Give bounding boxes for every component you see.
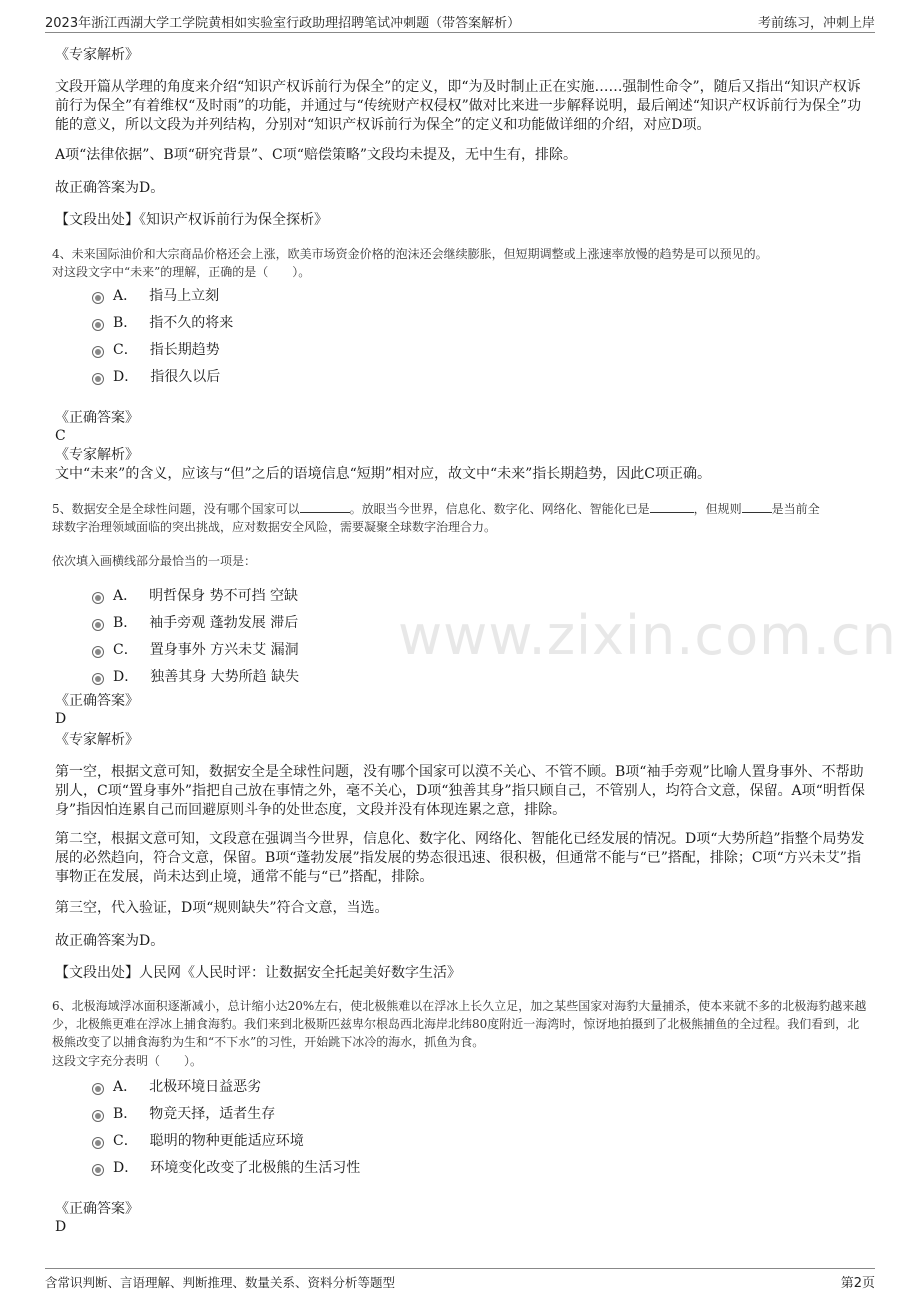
radio-icon[interactable] — [92, 619, 104, 631]
fill-blank — [742, 500, 772, 513]
option-label: A． — [113, 1079, 138, 1095]
option-label: A． — [113, 288, 138, 304]
page-header — [45, 8, 875, 33]
fill-blank — [650, 500, 694, 513]
correct-answer: D — [55, 1219, 67, 1235]
fill-blank — [300, 500, 350, 513]
header-slogan: 考前练习，冲刺上岸 — [757, 16, 875, 31]
option-text: 环境变化改变了北极熊的生活习性 — [150, 1160, 361, 1176]
analysis-paragraph: 文段开篇从学理的角度来介绍“知识产权诉前行为保全”的定义，即“为及时制止正在实施……强制性命令”，随后又指出“知识产权诉前行为保全”有着维权“及时雨”的功能，并通过与“传统财产权侵权”做对比来进一步解释说明，最后阐述“知识产权诉前行为保全”功能的意义，所以文段为并列结构，分别对“知识产权诉前行为保全”的定义和功能做详细的介绍，对应D项。 — [55, 79, 862, 133]
question-stem: 球数字治理领域面临的突出挑战，应对数据安全风险，需要凝聚全球数字治理合力。 — [52, 520, 497, 534]
option-label: D． — [113, 669, 139, 685]
radio-icon[interactable] — [92, 1083, 104, 1095]
correct-answer-label: 《正确答案》 — [55, 693, 139, 709]
radio-icon[interactable] — [92, 1110, 104, 1122]
correct-answer-label: 《正确答案》 — [55, 410, 139, 426]
radio-icon[interactable] — [92, 646, 104, 658]
option-label: C． — [113, 1133, 138, 1149]
expert-analysis-label: 《专家解析》 — [55, 447, 139, 463]
expert-analysis-label: 《专家解析》 — [55, 47, 139, 63]
radio-icon[interactable] — [92, 592, 104, 604]
option-b[interactable] — [92, 1105, 275, 1123]
option-text: 指很久以后 — [150, 369, 221, 385]
question-prompt: 对这段文字中“未来”的理解，正确的是（ ）。 — [52, 265, 311, 279]
answer-conclusion: 故正确答案为D。 — [55, 933, 165, 949]
option-a[interactable] — [92, 287, 219, 305]
option-text: 独善其身 大势所趋 缺失 — [150, 669, 300, 685]
option-a[interactable] — [92, 587, 298, 605]
option-label: D． — [113, 369, 139, 385]
option-text: 置身事外 方兴未艾 漏洞 — [149, 642, 299, 658]
question-stem: 4、未来国际油价和大宗商品价格还会上涨，欧美市场资金价格的泡沫还会继续膨胀，但短期调整或上涨速率放慢的趋势是可以预见的。 — [52, 247, 768, 261]
radio-icon[interactable] — [92, 373, 104, 385]
option-text: 北极环境日益恶劣 — [149, 1079, 262, 1095]
document-title: 2023年浙江西湖大学工学院黄相如实验室行政助理招聘笔试冲刺题（带答案解析） — [45, 16, 521, 31]
option-d[interactable] — [92, 368, 220, 386]
analysis-paragraph: 第二空，根据文意可知，文段意在强调当今世界，信息化、数字化、网络化、智能化已经发展的情况。D项“大势所趋”指整个局势发展的必然趋向，符合文意，保留。B项“蓬勃发展”指发展的势态很迅速、很积极，但通常不能与“已”搭配，排除；C项“方兴未艾”指事物正在发展，尚未达到止境，通常不能与“已”搭配，排除。 — [55, 831, 865, 885]
radio-icon[interactable] — [92, 292, 104, 304]
option-label: D． — [113, 1160, 139, 1176]
option-label: C． — [113, 642, 138, 658]
option-c[interactable] — [92, 1132, 304, 1150]
analysis-paragraph: A项“法律依据”、B项“研究背景”、C项“赔偿策略”文段均未提及，无中生有，排除。 — [55, 147, 578, 163]
option-text: 指长期趋势 — [149, 342, 220, 358]
option-label: C． — [113, 342, 138, 358]
analysis-paragraph: 文中“未来”的含义，应该与“但”之后的语境信息“短期”相对应，故文中“未来”指长期趋势，因此C项正确。 — [55, 466, 711, 482]
page-number: 第2页 — [840, 1276, 875, 1291]
option-label: A． — [113, 588, 138, 604]
option-c[interactable] — [92, 641, 299, 659]
answer-conclusion: 故正确答案为D。 — [55, 180, 165, 196]
option-text: 明哲保身 势不可挡 空缺 — [149, 588, 299, 604]
option-a[interactable] — [92, 1078, 261, 1096]
watermark-text: www.zixin.com.cn — [398, 604, 897, 667]
option-text: 物竞天择，适者生存 — [149, 1106, 276, 1122]
option-label: B． — [113, 615, 138, 631]
correct-answer: D — [55, 711, 67, 727]
option-text: 指不久的将来 — [149, 315, 234, 331]
analysis-paragraph: 第三空，代入验证，D项“规则缺失”符合文意，当选。 — [55, 900, 389, 916]
option-label: B． — [113, 1106, 138, 1122]
correct-answer: C — [55, 428, 66, 444]
option-text: 聪明的物种更能适应环境 — [149, 1133, 304, 1149]
option-b[interactable] — [92, 614, 298, 632]
question-stem: 6、北极海域浮冰面积逐渐减小，总计缩小达20%左右，使北极熊难以在浮冰上长久立足，加之某些国家对海豹大量捕杀，使本来就不多的北极海豹越来越少，北极熊更难在浮冰上捕食海豹。我们来到北极斯匹兹卑尔根岛西北海岸北纬80度附近一海湾时，惊讶地拍摄到了北极熊捕鱼的全过程。我们看到，北极熊改变了以捕食海豹为生和“不下水”的习性，开始跳下冰冷的海水，抓鱼为食。 — [52, 999, 867, 1049]
radio-icon[interactable] — [92, 1164, 104, 1176]
option-label: B． — [113, 315, 138, 331]
option-b[interactable] — [92, 314, 233, 332]
option-d[interactable] — [92, 1159, 360, 1177]
analysis-paragraph: 第一空，根据文意可知，数据安全是全球性问题，没有哪个国家可以漠不关心、不管不顾。B项“袖手旁观”比喻人置身事外、不帮助别人，C项“置身事外”指把自己放在事情之外，毫不关心，D项“独善其身”指只顾自己，不管别人，均符合文意，保留。A项“明哲保身”指因怕连累自己而回避原则斗争的处世态度，文段并没有体现连累之意，排除。 — [55, 764, 865, 818]
expert-analysis-label: 《专家解析》 — [55, 732, 139, 748]
page-footer — [45, 1268, 875, 1295]
source-note: 【文段出处】《知识产权诉前行为保全探析》 — [55, 212, 328, 228]
question-prompt: 依次填入画横线部分最恰当的一项是： — [52, 554, 257, 568]
correct-answer-label: 《正确答案》 — [55, 1201, 139, 1217]
footer-description: 含常识判断、言语理解、判断推理、数量关系、资料分析等题型 — [45, 1275, 396, 1290]
option-text: 指马上立刻 — [149, 288, 220, 304]
radio-icon[interactable] — [92, 673, 104, 685]
question-stem: 5、数据安全是全球性问题，没有哪个国家可以 。放眼当今世界，信息化、数字化、网络化、智能化已是 ，但规则 是当前全 — [52, 502, 820, 516]
radio-icon[interactable] — [92, 1137, 104, 1149]
radio-icon[interactable] — [92, 346, 104, 358]
option-text: 袖手旁观 蓬勃发展 滞后 — [149, 615, 299, 631]
source-note: 【文段出处】人民网《人民时评：让数据安全托起美好数字生活》 — [55, 965, 461, 981]
option-c[interactable] — [92, 341, 220, 359]
option-d[interactable] — [92, 668, 299, 686]
radio-icon[interactable] — [92, 319, 104, 331]
question-prompt: 这段文字充分表明（ ）。 — [52, 1054, 203, 1068]
